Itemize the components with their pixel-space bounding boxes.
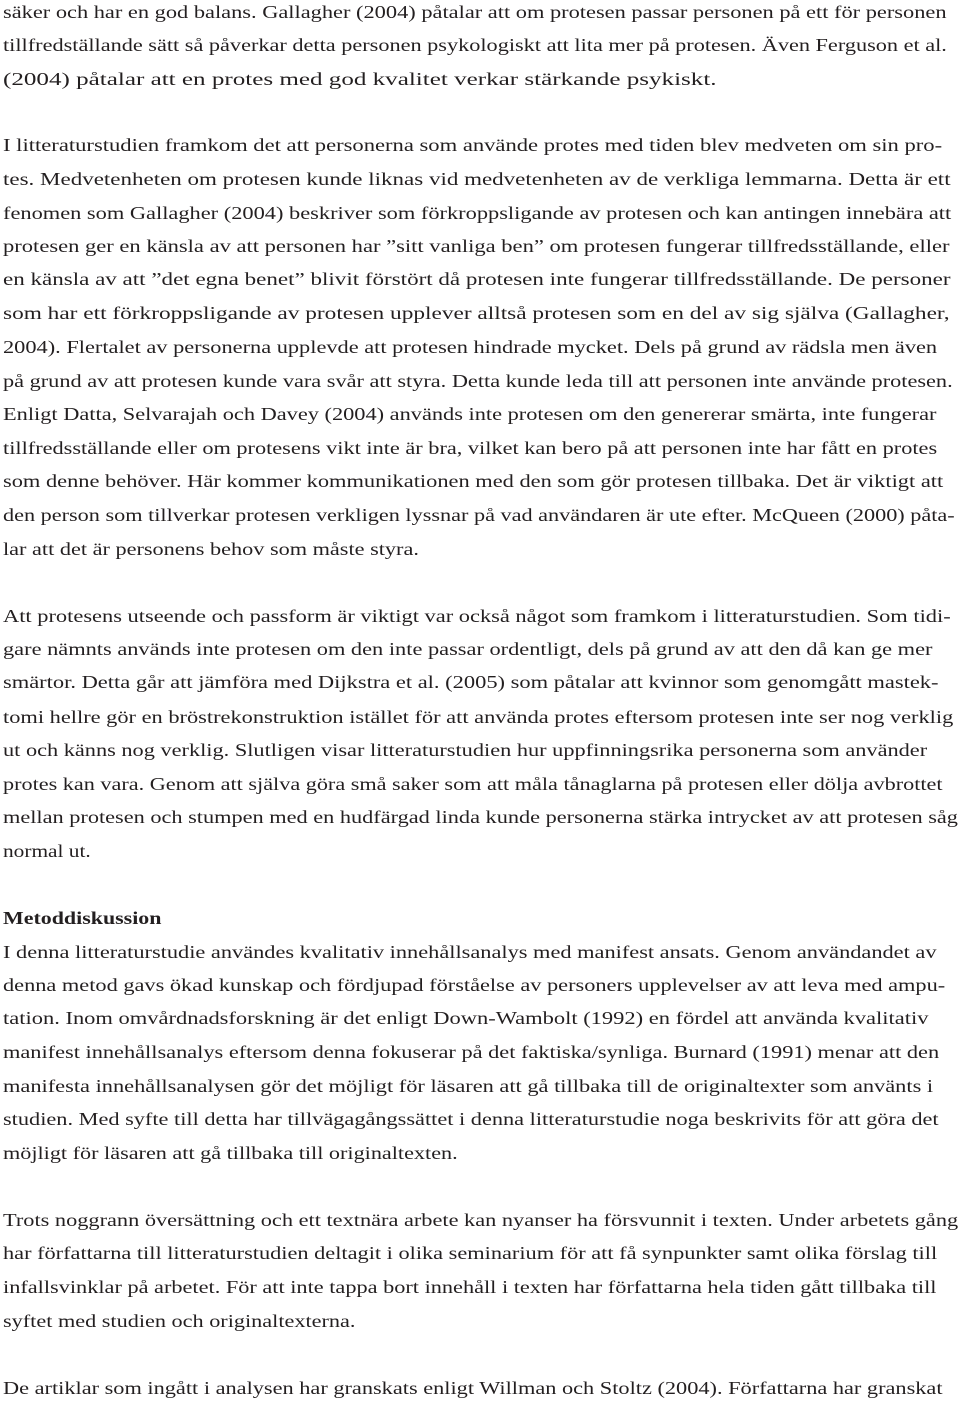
text-line: Att protesens utseende och passform är viktigt var också något som framkom i litteraturstudien. Som tidi- xyxy=(3,606,951,626)
text-line: studien. Med syfte till detta har tillvägagångssättet i denna litteraturstudie noga beskrivits för att göra det xyxy=(3,1109,939,1129)
text-line: lar att det är personens behov som måste styra. xyxy=(3,539,419,559)
text-line: har författarna till litteraturstudien deltagit i olika seminarium för att få synpunkter samt olika förslag till xyxy=(3,1243,938,1263)
text-line: möjligt för läsaren att gå tillbaka till originaltexten. xyxy=(3,1143,458,1163)
text-line: en känsla av att ”det egna benet” blivit förstört då protesen inte fungerar tillfredsställande. De personer xyxy=(3,269,951,289)
text-line: manifesta innehållsanalysen gör det möjligt för läsaren att gå tillbaka till de originaltexter som använts i xyxy=(3,1076,934,1096)
text-line: De artiklar som ingått i analysen har granskats enligt Willman och Stoltz (2004). Författarna har granskat xyxy=(3,1378,943,1398)
text-line: infallsvinklar på arbetet. För att inte tappa bort innehåll i texten har författarna hela tiden gått tillbaka till xyxy=(3,1277,937,1297)
text-line: på grund av att protesen kunde vara svår att styra. Detta kunde leda till att personen inte använde protesen. xyxy=(3,371,953,391)
document-page xyxy=(3,0,959,1401)
text-line: den person som tillverkar protesen verkligen lyssnar på vad användaren är ute efter. McQueen (2000) påta- xyxy=(3,505,955,525)
text-line: tillfredställande sätt så påverkar detta personen psykologiskt att lita mer på protesen. Även Ferguson et al. xyxy=(3,35,947,55)
text-line: gare nämnts används inte protesen om den inte passar ordentligt, dels på grund av att den då kan ge mer xyxy=(3,639,933,659)
text-line: Trots noggrann översättning och ett textnära arbete kan nyanser ha försvunnit i texten. Under arbetets gång xyxy=(3,1210,959,1230)
text-line: (2004) påtalar att en protes med god kvalitet verkar stärkande psykiskt. xyxy=(3,69,717,89)
text-line: tomi hellre gör en bröstrekonstruktion istället för att använda protes eftersom protesen inte ser nog verklig xyxy=(3,707,954,727)
text-line: smärtor. Detta går att jämföra med Dijkstra et al. (2005) som påtalar att kvinnor som genomgått mastek- xyxy=(3,672,939,692)
text-line: tation. Inom omvårdnadsforskning är det enligt Down-Wambolt (1992) en fördel att använda kvalitativ xyxy=(3,1008,929,1028)
text-line: I litteraturstudien framkom det att personerna som använde protes med tiden blev medveten om sin pro- xyxy=(3,135,943,155)
text-line: I denna litteraturstudie användes kvalitativ innehållsanalys med manifest ansats. Genom användandet av xyxy=(3,942,937,962)
text-line: ut och känns nog verklig. Slutligen visar litteraturstudien hur uppfinningsrika personerna som använder xyxy=(3,740,928,760)
text-line: mellan protesen och stumpen med en hudfärgad linda kunde personerna stärka intrycket av att protesen såg xyxy=(3,807,958,827)
text-line: säker och har en god balans. Gallagher (2004) påtalar att om protesen passar personen på ett för personen xyxy=(3,2,947,22)
text-line: Enligt Datta, Selvarajah och Davey (2004) används inte protesen om den genererar smärta, inte fungerar xyxy=(3,404,937,424)
text-line: protes kan vara. Genom att själva göra små saker som att måla tånaglarna på protesen eller dölja avbrottet xyxy=(3,774,943,794)
text-line: fenomen som Gallagher (2004) beskriver som förkroppsligande av protesen och kan antingen innebära att xyxy=(3,203,952,223)
text-line: tes. Medvetenheten om protesen kunde liknas vid medvetenheten av de verkliga lemmarna. Detta är ett xyxy=(3,169,951,189)
text-line: syftet med studien och originaltexterna. xyxy=(3,1311,356,1331)
text-line: som har ett förkroppsligande av protesen upplever alltså protesen som en del av sig själva (Gallagher, xyxy=(3,303,950,323)
text-line: som denne behöver. Här kommer kommunikationen med den som gör protesen tillbaka. Det är viktigt att xyxy=(3,471,944,491)
text-line: manifest innehållsanalys eftersom denna fokuserar på det faktiska/synliga. Burnard (1991) menar att den xyxy=(3,1042,940,1062)
text-line: 2004). Flertalet av personerna upplevde att protesen hindrade mycket. Dels på grund av rädsla men även xyxy=(3,337,938,357)
text-line: tillfredsställande eller om protesens vikt inte är bra, vilket kan bero på att personen inte har fått en protes xyxy=(3,438,938,458)
section-heading: Metoddiskussion xyxy=(3,908,162,928)
text-line: denna metod gavs ökad kunskap och fördjupad förståelse av personers upplevelser av att leva med ampu- xyxy=(3,975,946,995)
text-line: protesen ger en känsla av att personen har ”sitt vanliga ben” om protesen fungerar tillfredsställande, eller xyxy=(3,236,950,256)
text-line: normal ut. xyxy=(3,841,91,861)
